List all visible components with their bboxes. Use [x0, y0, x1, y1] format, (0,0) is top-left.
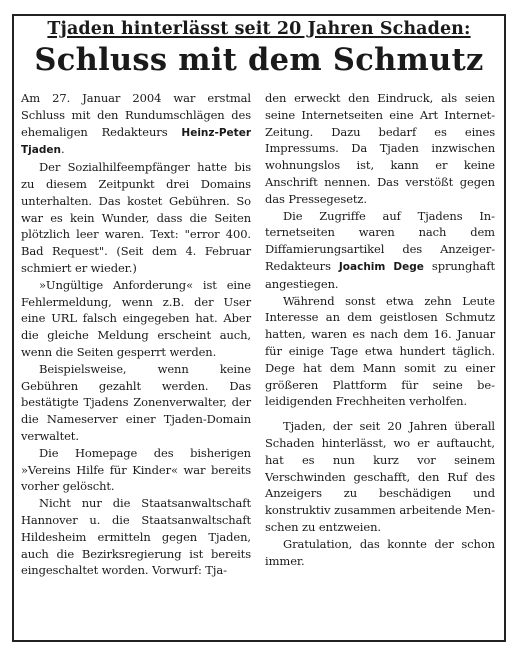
paragraph [21, 90, 251, 159]
left-column [21, 90, 251, 579]
paragraph: Der Sozialhilfeempfänger hatte bis zu diesem Zeitpunkt drei Domains unterhalten. Das kostet Gebühren. So war es kein Wunder, dass die Seiten plötzlich leer waren. Text: "error 400. Bad Request". (Seit dem 4. Februar schmiert er wieder.) [21, 160, 251, 275]
paragraph: Während sonst etwa zehn Leute Interesse an dem geistlosen Schmutz hatten, waren es nach dem 16. Januar für einige Tage etwa hundert täglich. Dege hat dem Mann somit zu einer größeren Plattform für seine beleidigenden Frechheiten verholfen. [265, 293, 495, 409]
right-column [265, 90, 495, 569]
paragraph: »Ungültige Anforderung« ist eine Fehlermeldung, wenn z.B. der User eine URL falsch eingegeben hat. Aber die gleiche Meldung erscheint auch, wenn die Seiten gesperrt werden. [21, 277, 251, 359]
paragraph-text: . [60, 142, 65, 157]
article-frame [12, 14, 506, 642]
paragraph-text: Die Zugriffe auf Tjadens Internetseiten waren nach dem Diffamierungsartikel des Anzeiger-Redakteurs [265, 208, 495, 273]
person-name: Joachim Dege [338, 260, 424, 273]
paragraph: Die Homepage des bisherigen »Vereins Hilfe für Kinder« war bereits vorher gelöscht. [21, 445, 251, 494]
person-name: Heinz-Peter Tjaden [21, 126, 251, 157]
paragraph: Tjaden, der seit 20 Jahren überall Schaden hinterlässt, wo er auftaucht, hat es nun kurz vor seinem Verschwinden geschafft, den Ruf des Anzeigers zu beschädigen und konstruktiv zusammen arbeitende Menschen zu entzweien. [265, 419, 495, 534]
paragraph-text: Am 27. Januar 2004 war erstmal Schluss mit den Rundumschlägen des ehemaligen Redakteurs [21, 91, 251, 139]
paragraph: den erweckt den Eindruck, als seien seine Internetseiten eine Art Internet-Zeitung. Dazu bedarf es eines Impressums. Da Tjaden inzwischen wohnungslos ist, kann er keine Anschrift nennen. Das verstößt gegen das Pressegesetz. [265, 91, 495, 206]
paragraph: Nicht nur die Staatsanwaltschaft Hannover u. die Staatsanwaltschaft Hildesheim ermitteln gegen Tjaden, auch die Bezirksregierung ist bereits eingeschaltet worden. Vorwurf: Tja- [21, 496, 251, 578]
paragraph: Beispielsweise, wenn keine Gebühren gezahlt werden. Das bestätigte Tjadens Zonenverwalter, der die Nameserver einer Tjaden-Domain verwaltet. [21, 361, 251, 443]
paragraph [265, 208, 495, 293]
article-headline: Schluss mit dem Schmutz [34, 42, 484, 78]
article-kicker: Tjaden hinterlässt seit 20 Jahren Schaden: [47, 19, 471, 39]
paragraph-text: sprunghaft angestiegen. [265, 258, 495, 291]
paragraph: Gratulation, das konnte der schon immer. [265, 536, 495, 568]
